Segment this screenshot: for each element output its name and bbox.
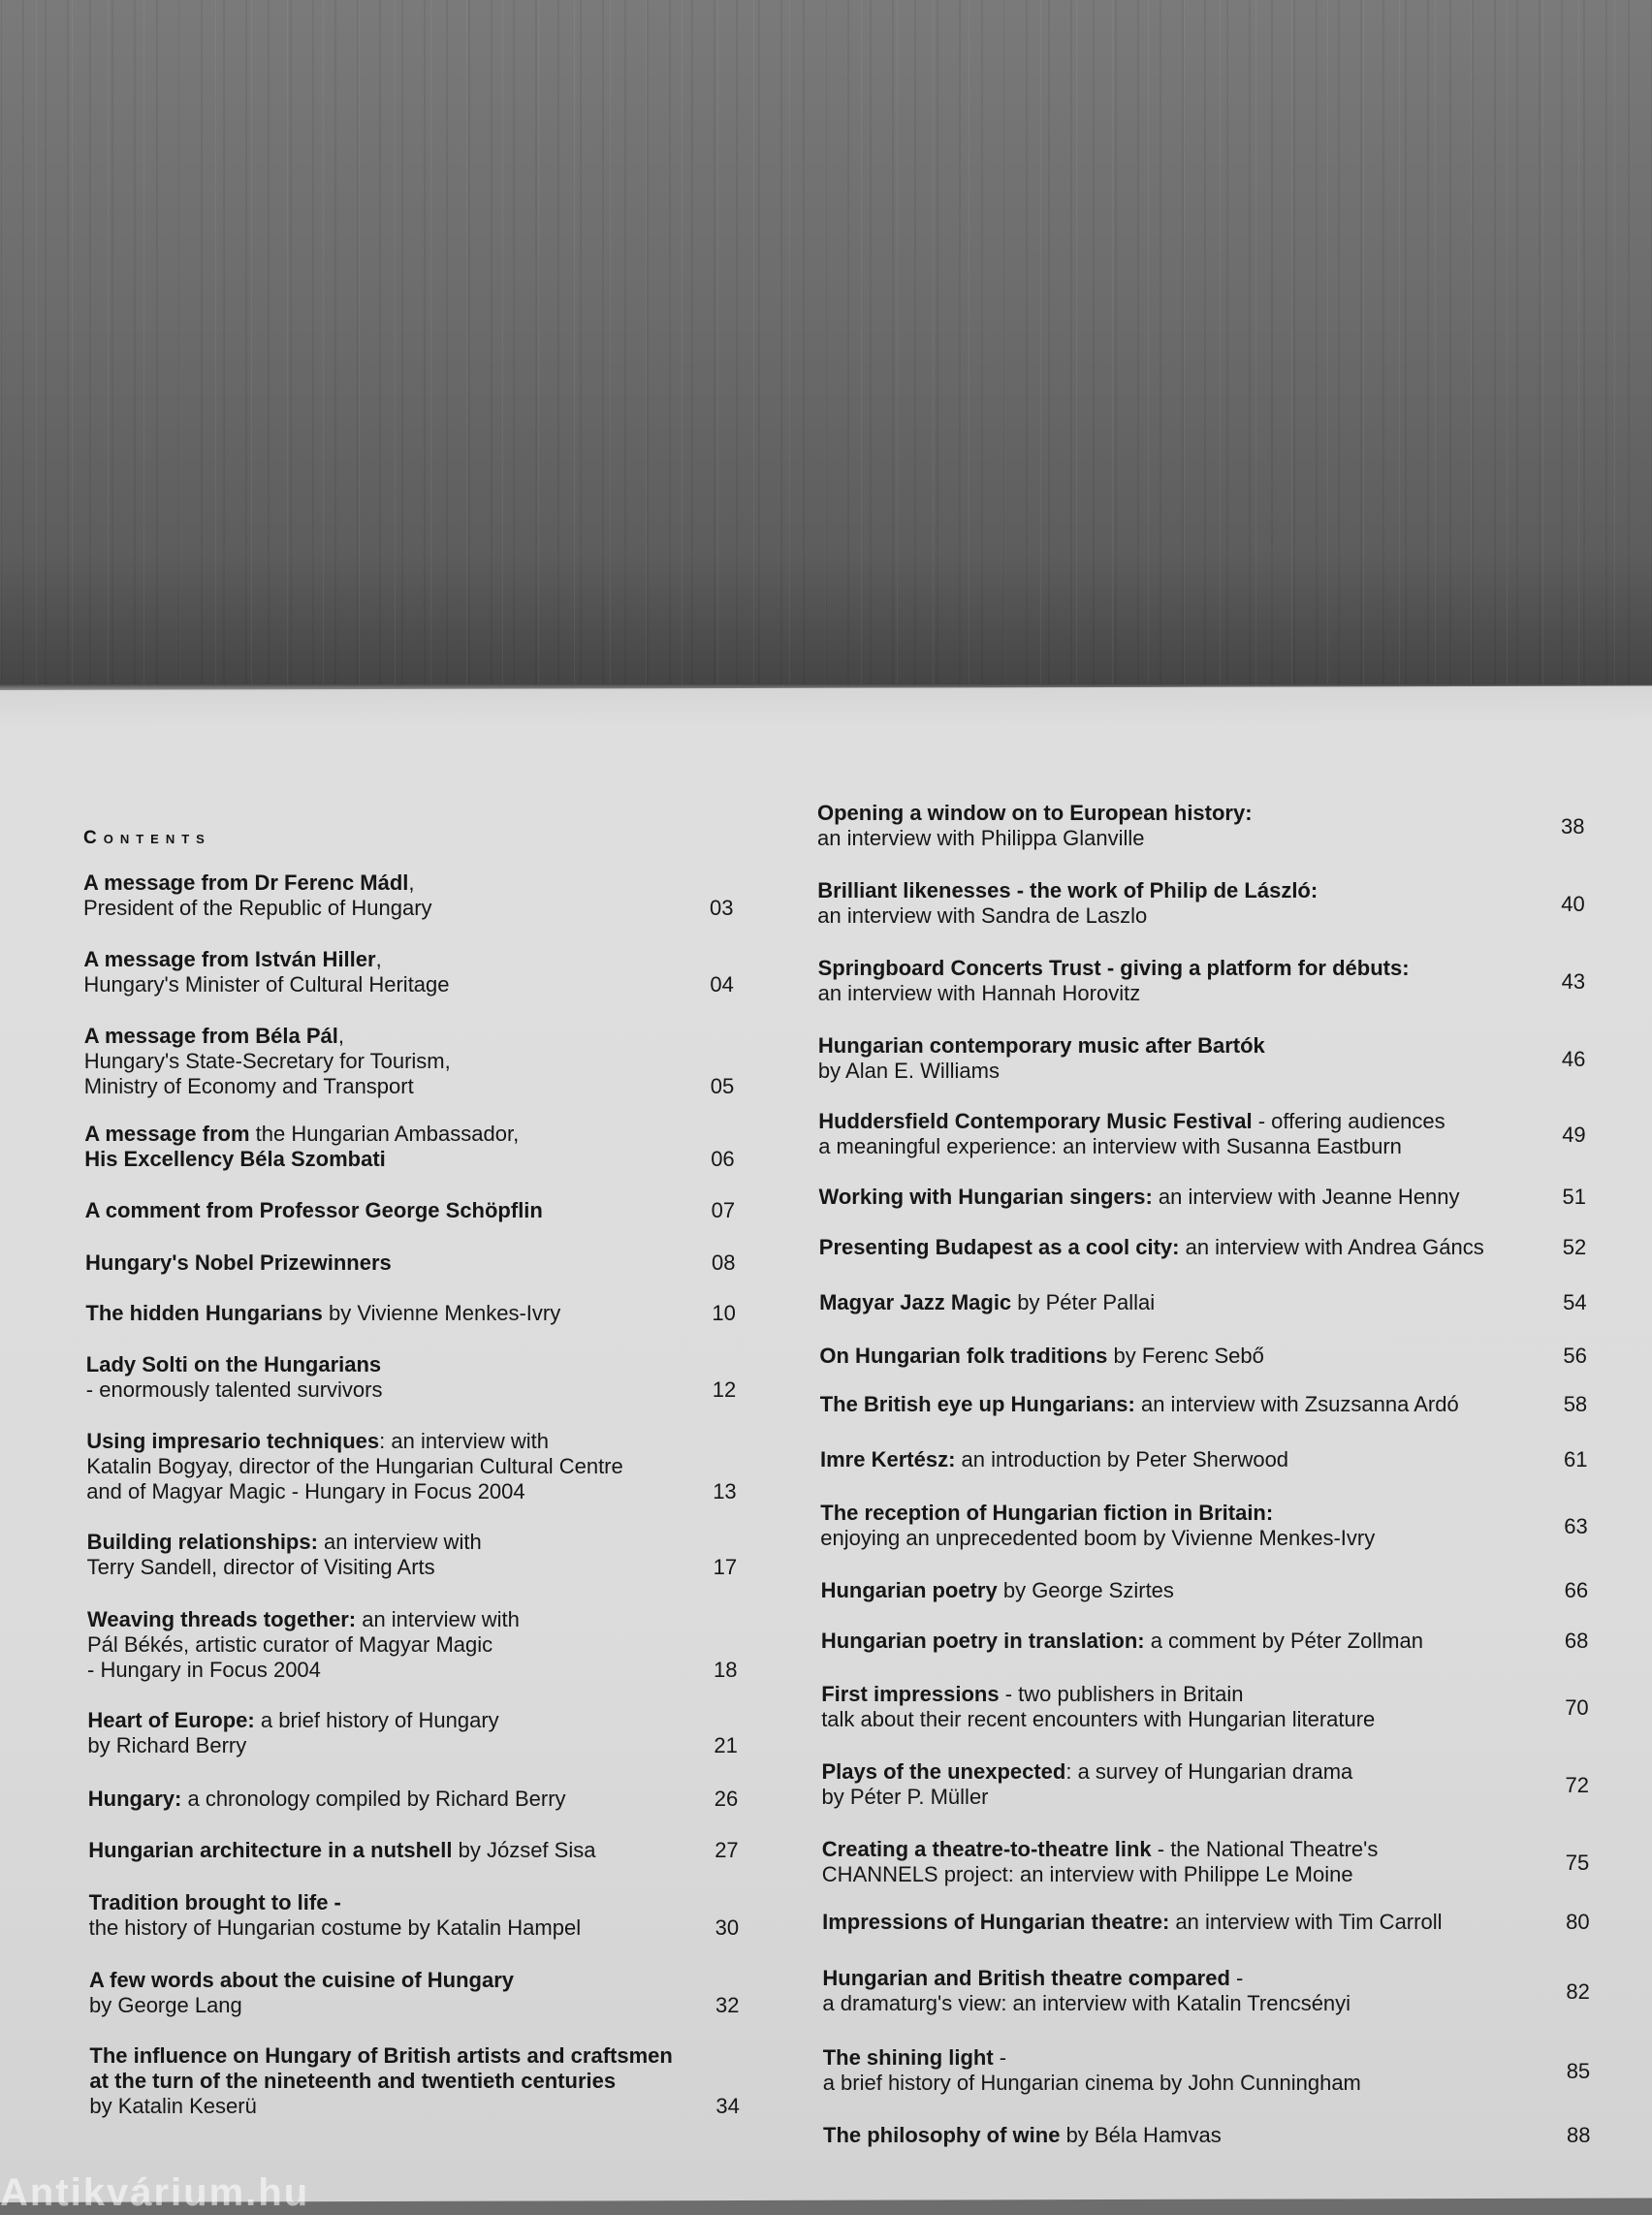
watermark: Antikvárium.hu xyxy=(0,2171,310,2214)
toc-entry-title xyxy=(85,1198,543,1223)
toc-entry-line: an interview with Sandra de Laszlo xyxy=(817,903,1148,928)
toc-entry xyxy=(85,1301,560,1326)
toc-entry-bold-line: at the turn of the nineteenth and twentieth centuries xyxy=(89,2069,617,2093)
toc-entry-line: Ministry of Economy and Transport xyxy=(83,1074,414,1098)
toc-page-number: 82 xyxy=(1566,1979,1590,2004)
toc-page-number: 04 xyxy=(710,972,734,997)
toc-entry xyxy=(89,2043,672,2119)
toc-entry-bold: Huddersfield Contemporary Music Festival xyxy=(818,1109,1253,1133)
toc-entry xyxy=(85,1198,543,1223)
toc-entry-line: and of Magyar Magic - Hungary in Focus 2004 xyxy=(86,1479,525,1503)
toc-entry xyxy=(84,1024,451,1099)
toc-entry xyxy=(89,1890,581,1941)
toc-entry-line: Hungary's Minister of Cultural Heritage xyxy=(83,972,450,997)
toc-entry xyxy=(823,2045,1361,2096)
toc-entry-bold: Hungarian contemporary music after Bartók xyxy=(817,1033,1265,1058)
toc-entry xyxy=(818,1109,1445,1159)
toc-page-number: 88 xyxy=(1567,2123,1591,2147)
toc-entry-title xyxy=(89,2043,672,2069)
toc-entry xyxy=(87,1530,482,1580)
toc-page-number: 05 xyxy=(710,1074,735,1098)
toc-entry-title xyxy=(819,1185,1460,1210)
toc-entry xyxy=(822,1759,1353,1810)
toc-entry-rest: by Vivienne Menkes-Ivry xyxy=(322,1301,561,1325)
toc-entry-line: the history of Hungarian costume by Katalin Hampel xyxy=(88,1915,582,1940)
toc-entry xyxy=(83,947,449,997)
toc-entry-bold: Working with Hungarian singers: xyxy=(818,1185,1153,1209)
toc-entry-bold: Weaving threads together: xyxy=(87,1607,357,1631)
toc-entry-bold: The shining light xyxy=(822,2045,994,2070)
toc-entry-bold: The hidden Hungarians xyxy=(85,1301,323,1325)
toc-entry-title xyxy=(819,1344,1263,1369)
toc-entry xyxy=(822,1966,1350,2016)
toc-entry-bold: Using impresario techniques xyxy=(86,1429,380,1453)
toc-entry-bold: A message from xyxy=(84,1122,250,1146)
toc-entry-bold: Hungary's Nobel Prizewinners xyxy=(85,1250,392,1275)
toc-page-number: 10 xyxy=(712,1301,736,1325)
toc-entry-line: Pál Békés, artistic curator of Magyar Magic xyxy=(87,1632,493,1657)
toc-entry-rest: by George Szirtes xyxy=(997,1578,1174,1602)
toc-entry-bold: Brilliant likenesses - the work of Philip de László: xyxy=(817,878,1318,902)
toc-entry-bold: Building relationships: xyxy=(86,1530,318,1554)
toc-page-number: 43 xyxy=(1561,969,1586,994)
toc-page-number: 17 xyxy=(713,1555,738,1579)
toc-entry-title xyxy=(822,1966,1350,1991)
toc-entry-rest: : a survey of Hungarian drama xyxy=(1065,1759,1353,1784)
toc-entry-bold: A few words about the cuisine of Hungary xyxy=(89,1968,515,1992)
toc-entry-bold: A message from Dr Ferenc Mádl xyxy=(83,870,409,895)
toc-entry-line: by Richard Berry xyxy=(87,1733,247,1757)
toc-entry-title xyxy=(820,1447,1288,1472)
toc-entry-line: CHANNELS project: an interview with Philippe Le Moine xyxy=(821,1862,1353,1886)
toc-page-number: 54 xyxy=(1563,1290,1587,1314)
toc-entry-rest: , xyxy=(337,1024,344,1048)
toc-entry-rest: the Hungarian Ambassador, xyxy=(249,1122,520,1146)
toc-entry-bold-line: His Excellency Béla Szombati xyxy=(84,1147,386,1171)
toc-entry-bold: Hungarian poetry xyxy=(820,1578,998,1602)
toc-entry-rest: an interview with xyxy=(356,1607,520,1631)
toc-entry-title xyxy=(821,1629,1423,1654)
toc-entry-bold: First impressions xyxy=(821,1682,1000,1706)
toc-entry-rest: an interview with Andrea Gáncs xyxy=(1179,1235,1484,1259)
toc-entry-title xyxy=(85,1250,392,1276)
toc-page-number: 30 xyxy=(715,1915,740,1940)
toc-entry-bold: Heart of Europe: xyxy=(87,1708,255,1732)
toc-entry-bold: A message from Béla Pál xyxy=(83,1024,338,1048)
toc-entry-rest: - xyxy=(993,2045,1007,2070)
toc-page-number: 06 xyxy=(711,1147,735,1171)
toc-entry-title xyxy=(819,1235,1484,1260)
toc-entry-title xyxy=(86,1352,383,1377)
toc-entry-line: - Hungary in Focus 2004 xyxy=(87,1658,321,1682)
toc-entry-title xyxy=(89,1968,514,1993)
toc-entry-title xyxy=(822,1759,1353,1785)
toc-entry-title xyxy=(818,1109,1445,1134)
toc-entry xyxy=(88,1787,566,1812)
toc-entry-rest: by Béla Hamvas xyxy=(1060,2123,1222,2147)
toc-entry xyxy=(84,1122,519,1172)
toc-entry-bold: Tradition brought to life - xyxy=(88,1890,341,1914)
toc-entry-title xyxy=(84,1122,519,1147)
toc-entry-rest: , xyxy=(375,947,382,971)
toc-entry xyxy=(820,1501,1375,1551)
toc-entry-title xyxy=(822,1837,1379,1862)
toc-entry-line: a brief history of Hungarian cinema by John Cunningham xyxy=(822,2071,1361,2095)
toc-page-number: 21 xyxy=(714,1733,738,1757)
toc-page-number: 56 xyxy=(1563,1344,1587,1368)
toc-entry-title xyxy=(817,801,1253,826)
toc-entry-rest: an interview with xyxy=(317,1530,482,1554)
toc-entry-rest: an interview with Tim Carroll xyxy=(1169,1910,1443,1934)
toc-entry xyxy=(87,1708,498,1758)
toc-entry-title xyxy=(88,1838,595,1863)
toc-page-number: 03 xyxy=(710,896,734,920)
toc-entry-rest: by Ferenc Sebő xyxy=(1107,1344,1264,1368)
toc-entry-title xyxy=(819,1290,1155,1315)
toc-page-number: 49 xyxy=(1562,1123,1586,1147)
toc-entry-title xyxy=(820,1501,1375,1526)
toc-entry-line: enjoying an unprecedented boom by Vivienne Menkes-Ivry xyxy=(820,1526,1376,1550)
toc-entry xyxy=(818,956,1410,1006)
toc-entry xyxy=(821,1578,1174,1603)
toc-entry xyxy=(822,1837,1379,1887)
toc-entry-bold: Imre Kertész: xyxy=(820,1447,956,1471)
toc-entry xyxy=(820,1447,1288,1472)
toc-entry-rest: - offering audiences xyxy=(1252,1109,1446,1133)
toc-entry-rest: : an interview with xyxy=(379,1429,550,1453)
toc-entry-line: Terry Sandell, director of Visiting Arts xyxy=(86,1555,435,1579)
toc-entry xyxy=(820,1392,1459,1417)
toc-entry xyxy=(86,1352,383,1403)
toc-entry-title xyxy=(88,1787,566,1812)
toc-entry xyxy=(817,878,1318,929)
toc-entry-bold: The British eye up Hungarians: xyxy=(819,1392,1135,1416)
toc-entry-line: a dramaturg's view: an interview with Katalin Trencsényi xyxy=(822,1991,1351,2015)
toc-page-number: 63 xyxy=(1564,1514,1588,1538)
toc-entry-title xyxy=(89,1890,581,1915)
toc-page-number: 38 xyxy=(1561,814,1585,839)
toc-page-number: 72 xyxy=(1565,1773,1589,1797)
toc-page-number: 18 xyxy=(714,1658,738,1682)
toc-entry xyxy=(819,1344,1263,1369)
toc-entry-bold: Opening a window on to European history: xyxy=(817,801,1253,825)
toc-entry xyxy=(88,1838,595,1863)
toc-entry-rest: by Péter Pallai xyxy=(1011,1290,1156,1314)
toc-page-number: 68 xyxy=(1564,1629,1589,1653)
toc-page-number: 12 xyxy=(712,1377,737,1402)
toc-entry-rest: - the National Theatre's xyxy=(1151,1837,1379,1861)
toc-entry xyxy=(86,1429,623,1504)
toc-entry-line: Katalin Bogyay, director of the Hungarian Cultural Centre xyxy=(86,1454,623,1478)
toc-page-number: 40 xyxy=(1561,892,1585,916)
toc-page-number: 27 xyxy=(715,1838,739,1862)
toc-page-number: 85 xyxy=(1566,2059,1591,2083)
toc-entry-title xyxy=(823,2123,1222,2148)
toc-entry-line: by Alan E. Williams xyxy=(817,1059,1000,1083)
contents-heading: Contents xyxy=(83,828,211,848)
toc-page-number: 13 xyxy=(713,1479,737,1503)
toc-entry-line: by Katalin Keserü xyxy=(89,2094,257,2118)
toc-entry-line: an interview with Hannah Horovitz xyxy=(817,981,1141,1005)
toc-entry-rest: , xyxy=(408,870,415,895)
toc-page-number: 70 xyxy=(1565,1695,1589,1720)
toc-entry-title xyxy=(83,870,432,896)
toc-entry-title xyxy=(83,947,449,972)
toc-entry-title xyxy=(86,1429,623,1454)
toc-entry-title xyxy=(820,1392,1459,1417)
toc-entry-title xyxy=(823,2045,1361,2071)
toc-entry-line: by George Lang xyxy=(89,1993,242,2017)
toc-entry-line: - enormously talented survivors xyxy=(85,1377,383,1402)
toc-entry-bold: Impressions of Hungarian theatre: xyxy=(822,1910,1170,1934)
toc-entry-title xyxy=(87,1530,482,1555)
toc-entry-title xyxy=(87,1708,498,1733)
toc-page-number: 26 xyxy=(714,1787,739,1811)
toc-page-number: 75 xyxy=(1565,1851,1590,1875)
toc-entry-bold: A comment from Professor George Schöpflin xyxy=(84,1198,543,1222)
toc-entry-line: a meaningful experience: an interview with Susanna Eastburn xyxy=(818,1134,1402,1158)
toc-entry xyxy=(818,1033,1265,1084)
toc-page-number: 58 xyxy=(1563,1392,1588,1416)
toc-entry-rest: an interview with Zsuzsanna Ardó xyxy=(1134,1392,1459,1416)
toc-entry-bold: Hungary: xyxy=(87,1787,182,1811)
toc-entry-title xyxy=(821,1578,1174,1603)
toc-entry-rest: - xyxy=(1229,1966,1244,1990)
toc-entry xyxy=(817,801,1253,851)
toc-entry-bold: Presenting Budapest as a cool city: xyxy=(818,1235,1180,1259)
toc-entry-bold: The influence on Hungary of British artists and craftsmen xyxy=(89,2043,673,2068)
toc-page-number: 32 xyxy=(715,1993,740,2017)
toc-page-number: 80 xyxy=(1566,1910,1590,1934)
toc-entry-rest: by József Sisa xyxy=(452,1838,596,1862)
toc-entry xyxy=(83,870,432,921)
toc-page-number: 07 xyxy=(711,1198,736,1222)
toc-entry xyxy=(821,1629,1423,1654)
toc-entry xyxy=(819,1235,1484,1260)
toc-entry-bold: Hungarian poetry in translation: xyxy=(820,1629,1145,1653)
toc-page-number: 61 xyxy=(1564,1447,1588,1471)
toc-entry-bold: The reception of Hungarian fiction in Britain: xyxy=(820,1501,1274,1525)
toc-entry-rest: an interview with Jeanne Henny xyxy=(1152,1185,1460,1209)
toc-entry-line: Hungary's State-Secretary for Tourism, xyxy=(83,1049,451,1073)
toc-entry xyxy=(819,1185,1460,1210)
toc-entry-title xyxy=(87,1607,520,1632)
toc-page-number: 34 xyxy=(715,2094,740,2118)
toc-page-number: 66 xyxy=(1564,1578,1589,1602)
toc-entry-bold: Hungarian architecture in a nutshell xyxy=(88,1838,453,1862)
toc-entry-bold: Magyar Jazz Magic xyxy=(819,1290,1012,1314)
toc-entry-bold: Creating a theatre-to-theatre link xyxy=(821,1837,1152,1861)
toc-entry-title xyxy=(85,1301,560,1326)
toc-entry xyxy=(85,1250,392,1276)
toc-entry-bold: A message from István Hiller xyxy=(83,947,376,971)
toc-entry xyxy=(823,2123,1222,2148)
toc-page-number: 08 xyxy=(712,1250,736,1275)
toc-entry-rest: a comment by Péter Zollman xyxy=(1144,1629,1423,1653)
toc-entry xyxy=(87,1607,520,1683)
toc-page-number: 52 xyxy=(1562,1235,1587,1259)
toc-entry-bold: On Hungarian folk traditions xyxy=(819,1344,1108,1368)
toc-entry-line: an interview with Philippa Glanville xyxy=(817,826,1145,850)
toc-entry-bold: Plays of the unexpected xyxy=(821,1759,1066,1784)
toc-entry xyxy=(821,1682,1375,1732)
toc-entry-rest: - two publishers in Britain xyxy=(999,1682,1244,1706)
toc-entry-bold: Springboard Concerts Trust - giving a platform for débuts: xyxy=(817,956,1410,980)
toc-entry-title xyxy=(84,1024,451,1049)
toc-entry-bold: The philosophy of wine xyxy=(823,2123,1061,2147)
toc-entry-title xyxy=(822,1910,1442,1935)
toc-entry-rest: an introduction by Peter Sherwood xyxy=(955,1447,1289,1471)
toc-entry xyxy=(822,1910,1442,1935)
toc-entry-bold: Hungarian and British theatre compared xyxy=(822,1966,1230,1990)
toc-entry-rest: a brief history of Hungary xyxy=(254,1708,499,1732)
toc-entry-line: by Péter P. Müller xyxy=(821,1785,989,1809)
toc-entry-title xyxy=(818,956,1410,981)
toc-page-number: 51 xyxy=(1562,1185,1586,1209)
toc-entry xyxy=(819,1290,1155,1315)
toc-entry-title xyxy=(821,1682,1375,1707)
toc-entry-title xyxy=(817,878,1318,903)
toc-entry-title xyxy=(818,1033,1265,1059)
toc-entry xyxy=(89,1968,514,2018)
toc-entry-rest: a chronology compiled by Richard Berry xyxy=(181,1787,566,1811)
toc-entry-line: talk about their recent encounters with Hungarian literature xyxy=(821,1707,1376,1731)
toc-entry-bold: Lady Solti on the Hungarians xyxy=(85,1352,382,1376)
toc-page-number: 46 xyxy=(1561,1047,1586,1071)
fabric-background xyxy=(0,0,1652,690)
toc-entry-line: President of the Republic of Hungary xyxy=(83,896,432,920)
